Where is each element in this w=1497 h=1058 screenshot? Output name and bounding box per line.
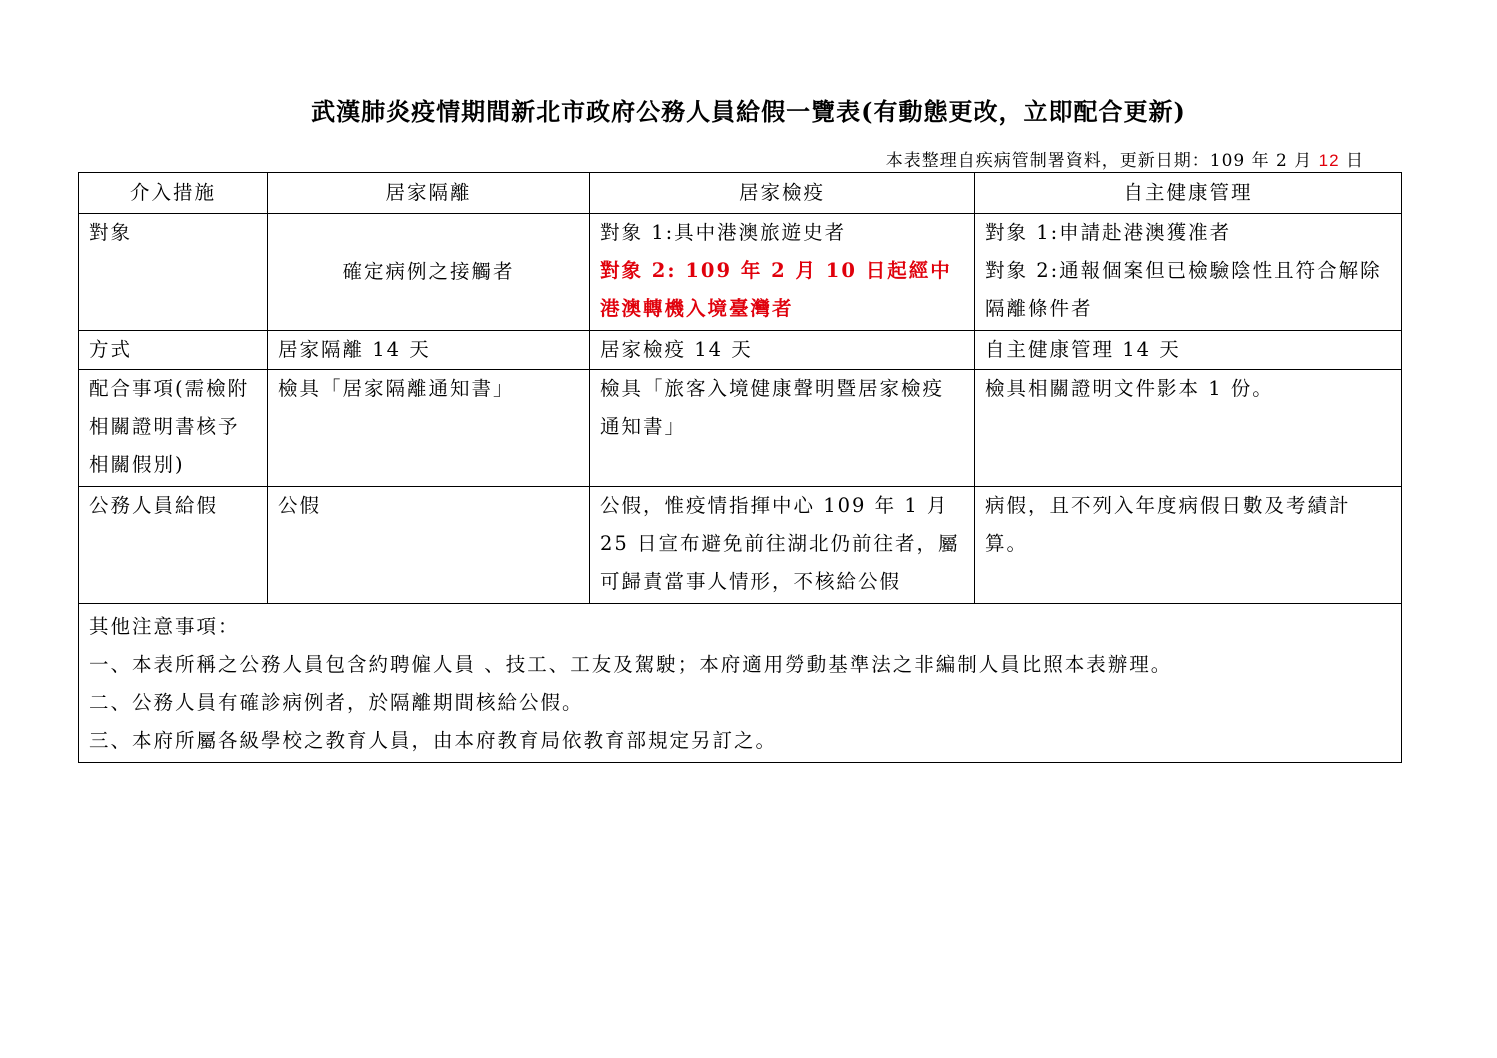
- notes-item: 二、公務人員有確診病例者，於隔離期間核給公假。: [89, 691, 584, 714]
- target-self-1: 對象 1:申請赴港澳獲准者: [985, 221, 1232, 244]
- target-quarantine-1: 對象 1:具中港澳旅遊史者: [600, 221, 847, 244]
- header-home-quarantine: 居家檢疫: [590, 173, 975, 214]
- header-self-health-management: 自主健康管理: [975, 173, 1402, 214]
- update-prefix: 本表整理自疾病管制署資料，更新日期：109 年 2 月: [885, 151, 1319, 171]
- table-row-documents: [79, 370, 1402, 487]
- notes-item: 一、本表所稱之公務人員包含約聘僱人員 、技工、工友及駕駛；本府適用勞動基準法之非編制人員比照本表辦理。: [89, 653, 1173, 676]
- update-note: [886, 146, 1364, 171]
- row-label-leave: 公務人員給假: [79, 487, 268, 604]
- target-quarantine: [590, 214, 975, 331]
- target-self: [975, 214, 1402, 331]
- method-isolation: 居家隔離 14 天: [268, 331, 590, 370]
- notes-heading: 其他注意事項：: [89, 615, 240, 638]
- target-self-2: 對象 2:通報個案但已檢驗陰性且符合解除隔離條件者: [985, 259, 1382, 320]
- table-row-notes: [79, 604, 1402, 763]
- notes-cell: [79, 604, 1402, 763]
- target-isolation: 確定病例之接觸者: [268, 214, 590, 331]
- table-header-row: [79, 173, 1402, 214]
- leave-isolation: 公假: [268, 487, 590, 604]
- table-row-leave: [79, 487, 1402, 604]
- method-quarantine: 居家檢疫 14 天: [590, 331, 975, 370]
- header-home-isolation: 居家隔離: [268, 173, 590, 214]
- documents-self: 檢具相關證明文件影本 1 份。: [975, 370, 1402, 487]
- notes-item: 三、本府所屬各級學校之教育人員，由本府教育局依教育部規定另訂之。: [89, 729, 778, 752]
- leave-quarantine: 公假，惟疫情指揮中心 109 年 1 月 25 日宣布避免前往湖北仍前往者，屬可歸責當事人情形，不核給公假: [590, 487, 975, 604]
- update-day: 12: [1318, 151, 1340, 170]
- table-row-method: [79, 331, 1402, 370]
- documents-isolation: 檢具「居家隔離通知書」: [268, 370, 590, 487]
- row-label-target: 對象: [79, 214, 268, 331]
- table-row-target: [79, 214, 1402, 331]
- documents-quarantine: 檢具「旅客入境健康聲明暨居家檢疫通知書」: [590, 370, 975, 487]
- row-label-documents: 配合事項(需檢附相關證明書核予相關假別): [79, 370, 268, 487]
- method-self: 自主健康管理 14 天: [975, 331, 1402, 370]
- page-title: 武漢肺炎疫情期間新北市政府公務人員給假一覽表(有動態更改，立即配合更新): [311, 97, 1186, 126]
- update-suffix: 日: [1339, 151, 1364, 171]
- header-measure: 介入措施: [79, 173, 268, 214]
- leave-self: 病假，且不列入年度病假日數及考績計算。: [975, 487, 1402, 604]
- row-label-method: 方式: [79, 331, 268, 370]
- target-quarantine-2: 對象 2: 109 年 2 月 10 日起經中港澳轉機入境臺灣者: [600, 259, 952, 320]
- leave-table: [78, 172, 1402, 763]
